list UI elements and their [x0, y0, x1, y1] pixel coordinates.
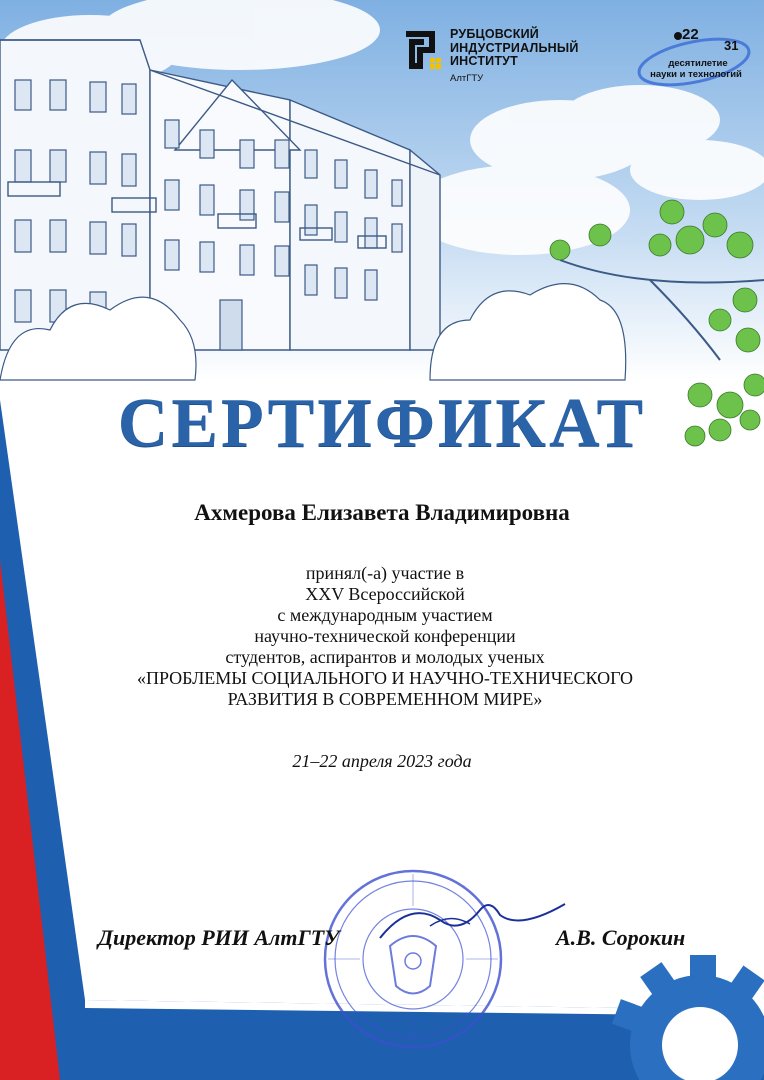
- body-line: «ПРОБЛЕМЫ СОЦИАЛЬНОГО И НАУЧНО-ТЕХНИЧЕСКОГО: [136, 668, 634, 688]
- body-line: с международным участием: [277, 605, 493, 625]
- certificate-title: СЕРТИФИКАТ: [117, 385, 647, 462]
- institute-name-line: РУБЦОВСКИЙ: [450, 27, 539, 41]
- signature-scribble: [370, 890, 570, 950]
- decade-of-science-logo: [634, 26, 754, 90]
- decade-line-1: десятилетие: [668, 58, 728, 69]
- decade-year-end: 31: [724, 38, 739, 53]
- body-line: РАЗВИТИЯ В СОВРЕМЕННОМ МИРЕ»: [227, 689, 543, 709]
- gear-icon: [612, 955, 764, 1080]
- decade-line-2: науки и технологий: [650, 69, 742, 80]
- institute-name-line: ИНСТИТУТ: [450, 54, 518, 68]
- signatory-position: Директор РИИ АлтГТУ: [98, 925, 340, 950]
- conference-date: 21–22 апреля 2023 года: [292, 751, 472, 771]
- institute-logo-icon: [402, 30, 442, 70]
- body-line: принял(-а) участие в: [305, 563, 465, 583]
- institute-logo: [402, 28, 579, 85]
- body-line: XXV Всероссийской: [305, 584, 465, 604]
- signatory-name: А.В. Сорокин: [556, 925, 686, 950]
- body-line: научно-технической конференции: [254, 626, 516, 646]
- certificate-body: [60, 563, 710, 710]
- institute-sub: АлтГТУ: [450, 72, 484, 84]
- recipient-name: Ахмерова Елизавета Владимировна: [194, 500, 570, 525]
- decade-year-start: 22: [682, 26, 699, 43]
- institute-name-line: ИНДУСТРИАЛЬНЫЙ: [450, 40, 579, 55]
- body-line: студентов, аспирантов и молодых ученых: [225, 647, 545, 667]
- institute-name: [450, 28, 579, 85]
